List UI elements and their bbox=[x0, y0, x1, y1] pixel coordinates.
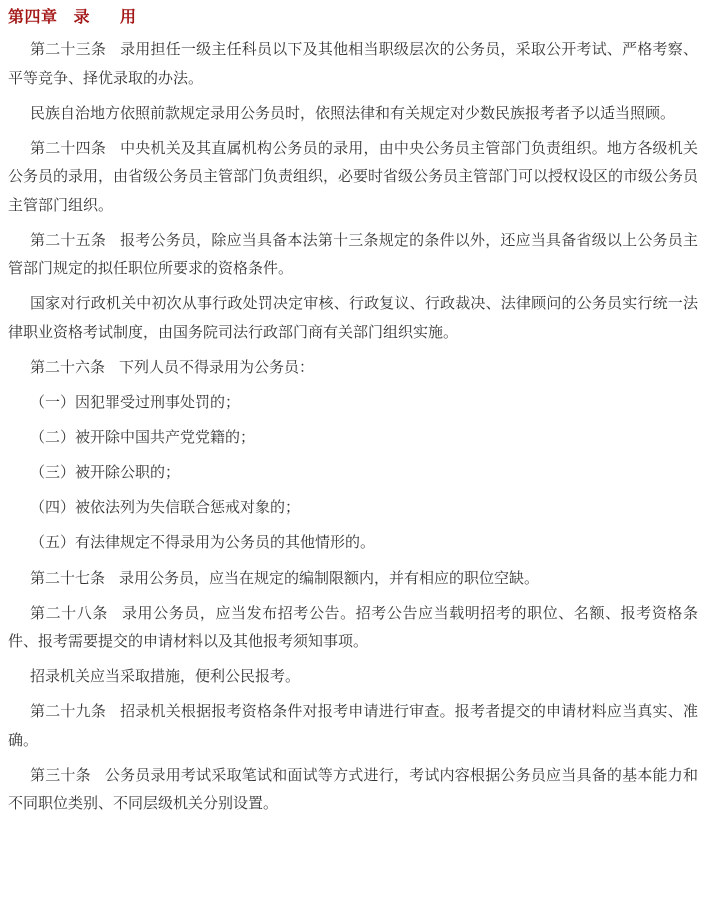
paragraph-article-30 bbox=[8, 761, 698, 818]
article-number: 第二十三条 bbox=[30, 40, 107, 58]
paragraph-text: 国家对行政机关中初次从事行政处罚决定审核、行政复议、行政裁决、法律顾问的公务员实行统一法律职业资格考试制度，由国务院司法行政部门商有关部门组织实施。 bbox=[8, 294, 698, 341]
article-number: 第二十九条 bbox=[30, 702, 107, 721]
article-number: 第二十五条 bbox=[30, 230, 107, 249]
paragraph-article-27 bbox=[8, 564, 698, 593]
list-item-5 bbox=[8, 528, 698, 557]
paragraph-article-24 bbox=[8, 134, 698, 220]
chapter-title bbox=[8, 0, 698, 29]
chapter-title-char-2: 用 bbox=[120, 7, 137, 26]
chapter-title-char-1: 录 bbox=[73, 7, 91, 26]
paragraph-article-28-clause-2 bbox=[8, 662, 698, 691]
list-item-1 bbox=[8, 388, 698, 417]
article-text: 中央机关及其直属机构公务员的录用，由中央公务员主管部门负责组织。地方各级机关公务员的录用，由省级公务员主管部门负责组织，必要时省级公务员主管部门可以授权设区的市级公务员主管部门组织。 bbox=[8, 138, 699, 214]
article-text: 录用公务员，应当在规定的编制限额内，并有相应的职位空缺。 bbox=[119, 568, 540, 587]
list-item-2 bbox=[8, 423, 698, 452]
list-item-text: （一）因犯罪受过刑事处罚的； bbox=[30, 393, 241, 412]
article-text: 公务员录用考试采取笔试和面试等方式进行，考试内容根据公务员应当具备的基本能力和不同职位类别、不同层级机关分别设置。 bbox=[8, 765, 698, 813]
article-number: 第二十七条 bbox=[30, 568, 106, 587]
article-number: 第二十四条 bbox=[30, 138, 107, 157]
article-text: 录用公务员，应当发布招考公告。招考公告应当载明招考的职位、名额、报考资格条件、报考需要提交的申请材料以及其他报考须知事项。 bbox=[8, 603, 698, 651]
paragraph-article-28 bbox=[8, 599, 698, 656]
list-item-3 bbox=[8, 458, 698, 487]
paragraph-article-29 bbox=[8, 697, 698, 754]
article-text: 录用担任一级主任科员以下及其他相当职级层次的公务员，采取公开考试、严格考察、平等竞争、择优录取的办法。 bbox=[8, 40, 698, 87]
list-item-text: （二）被开除中国共产党党籍的； bbox=[30, 428, 256, 447]
article-text: 报考公务员，除应当具备本法第十三条规定的条件以外，还应当具备省级以上公务员主管部门规定的拟任职位所要求的资格条件。 bbox=[8, 230, 698, 278]
paragraph-article-26 bbox=[8, 353, 698, 382]
list-item-text: （五）有法律规定不得录用为公务员的其他情形的。 bbox=[30, 533, 376, 552]
paragraph-text: 民族自治地方依照前款规定录用公务员时，依照法律和有关规定对少数民族报考者予以适当照顾。 bbox=[30, 103, 676, 122]
article-number: 第二十六条 bbox=[30, 357, 106, 376]
paragraph-article-25 bbox=[8, 226, 698, 283]
article-text: 招录机关根据报考资格条件对报考申请进行审查。报考者提交的申请材料应当真实、准确。 bbox=[8, 702, 698, 749]
paragraph-article-25-clause-2 bbox=[8, 289, 698, 346]
paragraph-article-23 bbox=[8, 35, 698, 92]
chapter-body bbox=[8, 35, 698, 818]
article-number: 第二十八条 bbox=[30, 603, 108, 622]
list-item-4 bbox=[8, 493, 698, 522]
list-item-text: （三）被开除公职的； bbox=[30, 463, 181, 482]
article-text: 下列人员不得录用为公务员： bbox=[119, 357, 315, 376]
paragraph-text: 招录机关应当采取措施，便利公民报考。 bbox=[30, 667, 301, 686]
article-number: 第三十条 bbox=[30, 765, 91, 784]
chapter-number: 第四章 bbox=[8, 7, 58, 26]
list-item-text: （四）被依法列为失信联合惩戒对象的； bbox=[30, 498, 301, 517]
paragraph-article-23-clause-2 bbox=[8, 99, 698, 128]
